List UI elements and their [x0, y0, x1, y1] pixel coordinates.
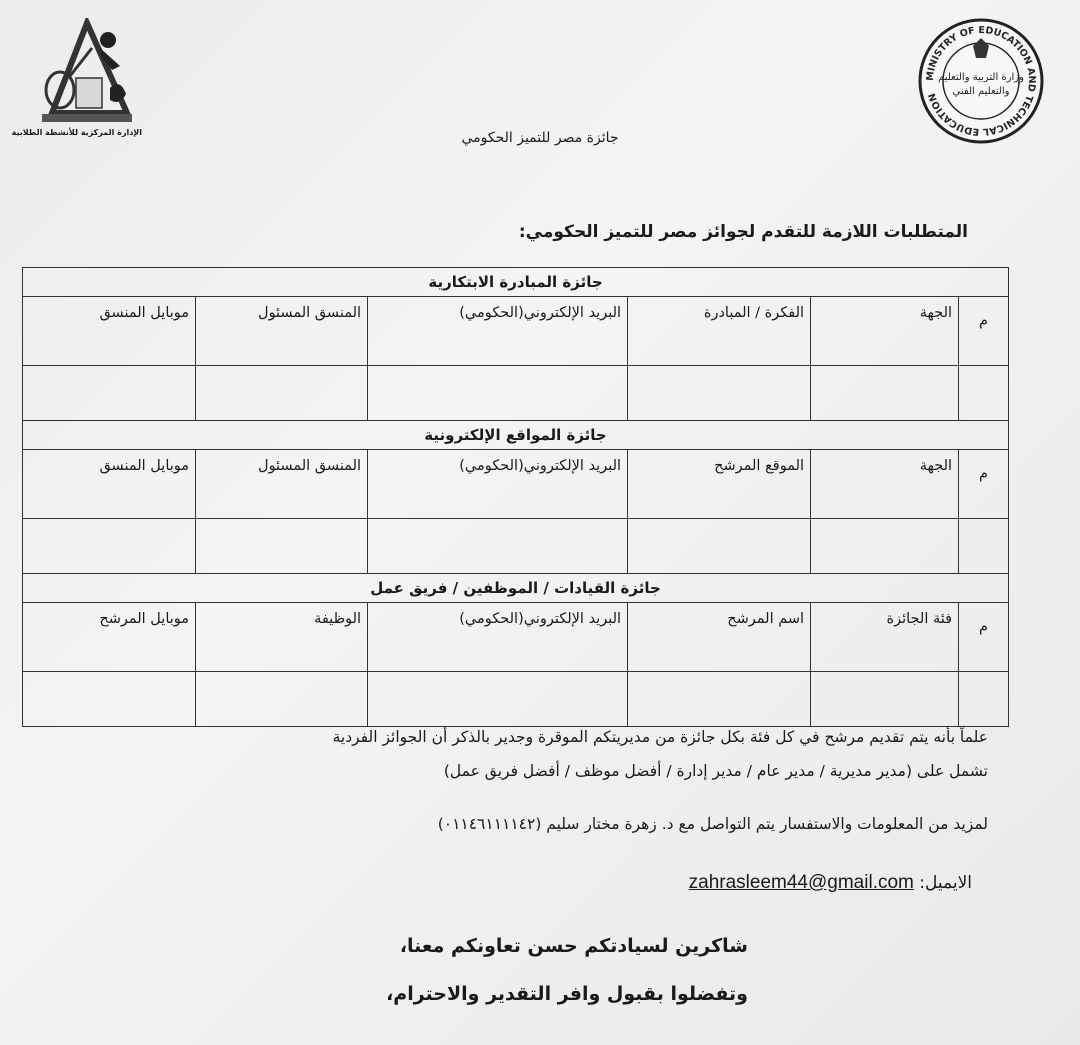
empty-cell: [368, 672, 628, 727]
requirements-table: [22, 267, 1009, 727]
column-header: موبايل المنسق: [23, 450, 196, 519]
section-heading: جائزة القيادات / الموظفين / فريق عمل: [23, 574, 1009, 603]
student-activities-logo: [11, 18, 142, 146]
empty-cell: [959, 672, 1009, 727]
empty-cell: [196, 672, 368, 727]
empty-cell: [628, 366, 811, 421]
empty-cell: [368, 519, 628, 574]
column-header: البريد الإلكتروني(الحكومي): [368, 603, 628, 672]
empty-cell: [811, 366, 959, 421]
empty-cell: [368, 366, 628, 421]
svg-text:والتعليم الفني: والتعليم الفني: [952, 86, 1010, 97]
seal-ring-text: MINISTRY OF EDUCATION AND TECHNICAL EDUCATION: [924, 24, 1038, 138]
column-header: الوظيفة: [196, 603, 368, 672]
section-heading: جائزة المبادرة الابتكارية: [23, 268, 1009, 297]
closing-line-2: وتفضلوا بقبول وافر التقدير والاحترام،: [386, 983, 748, 1005]
empty-cell: [811, 519, 959, 574]
column-header: اسم المرشح: [628, 603, 811, 672]
empty-cell: [196, 519, 368, 574]
empty-cell: [959, 519, 1009, 574]
empty-cell: [959, 366, 1009, 421]
contact-line: لمزيد من المعلومات والاستفسار يتم التواصل مع د. زهرة مختار سليم (٠١١٤٦١١١١٤٢): [437, 815, 988, 833]
ministry-seal-logo: [918, 18, 1044, 144]
column-header-row: [23, 297, 1009, 366]
email-label: الايميل:: [919, 873, 972, 893]
email-link[interactable]: zahrasleem44@gmail.com: [688, 872, 914, 893]
column-header: موبايل المنسق: [23, 297, 196, 366]
column-header: م: [959, 450, 1009, 519]
section-heading-row: [23, 421, 1009, 450]
column-header: الجهة: [811, 297, 959, 366]
column-header: الموقع المرشح: [628, 450, 811, 519]
empty-cell: [628, 519, 811, 574]
section-heading-row: [23, 574, 1009, 603]
header-award-name: جائزة مصر للتميز الحكومي: [461, 130, 619, 146]
table-row: [23, 366, 1009, 421]
column-header-row: [23, 450, 1009, 519]
section-heading-row: [23, 268, 1009, 297]
activities-emblem-icon: [32, 18, 142, 126]
column-header: م: [959, 603, 1009, 672]
section-heading: جائزة المواقع الإلكترونية: [23, 421, 1009, 450]
column-header: فئة الجائزة: [811, 603, 959, 672]
activities-logo-caption: الإدارة المركزية للأنشطة الطلابية: [11, 128, 142, 137]
column-header: المنسق المسئول: [196, 297, 368, 366]
note-line-1: علماً بأنه يتم تقديم مرشح في كل فئة بكل جائزة من مديريتكم الموقرة وجدير بالذكر أن الجوائز الفردية: [332, 728, 988, 746]
column-header: م: [959, 297, 1009, 366]
empty-cell: [23, 519, 196, 574]
table-row: [23, 672, 1009, 727]
empty-cell: [23, 672, 196, 727]
column-header: الفكرة / المبادرة: [628, 297, 811, 366]
table-row: [23, 519, 1009, 574]
svg-text:وزارة التربية والتعليم: وزارة التربية والتعليم: [938, 72, 1024, 83]
column-header: موبايل المرشح: [23, 603, 196, 672]
column-header: المنسق المسئول: [196, 450, 368, 519]
closing-line-1: شاكرين لسيادتكم حسن تعاونكم معنا،: [399, 935, 748, 957]
note-line-2: تشمل على (مدير مديرية / مدير عام / مدير إدارة / أفضل موظف / أفضل فريق عمل): [443, 762, 988, 780]
column-header: البريد الإلكتروني(الحكومي): [368, 450, 628, 519]
column-header: الجهة: [811, 450, 959, 519]
empty-cell: [196, 366, 368, 421]
empty-cell: [628, 672, 811, 727]
document-title: المتطلبات اللازمة للتقدم لجوائز مصر للتميز الحكومي:: [518, 222, 968, 242]
empty-cell: [811, 672, 959, 727]
empty-cell: [23, 366, 196, 421]
column-header-row: [23, 603, 1009, 672]
column-header: البريد الإلكتروني(الحكومي): [368, 297, 628, 366]
email-line: [689, 872, 972, 894]
